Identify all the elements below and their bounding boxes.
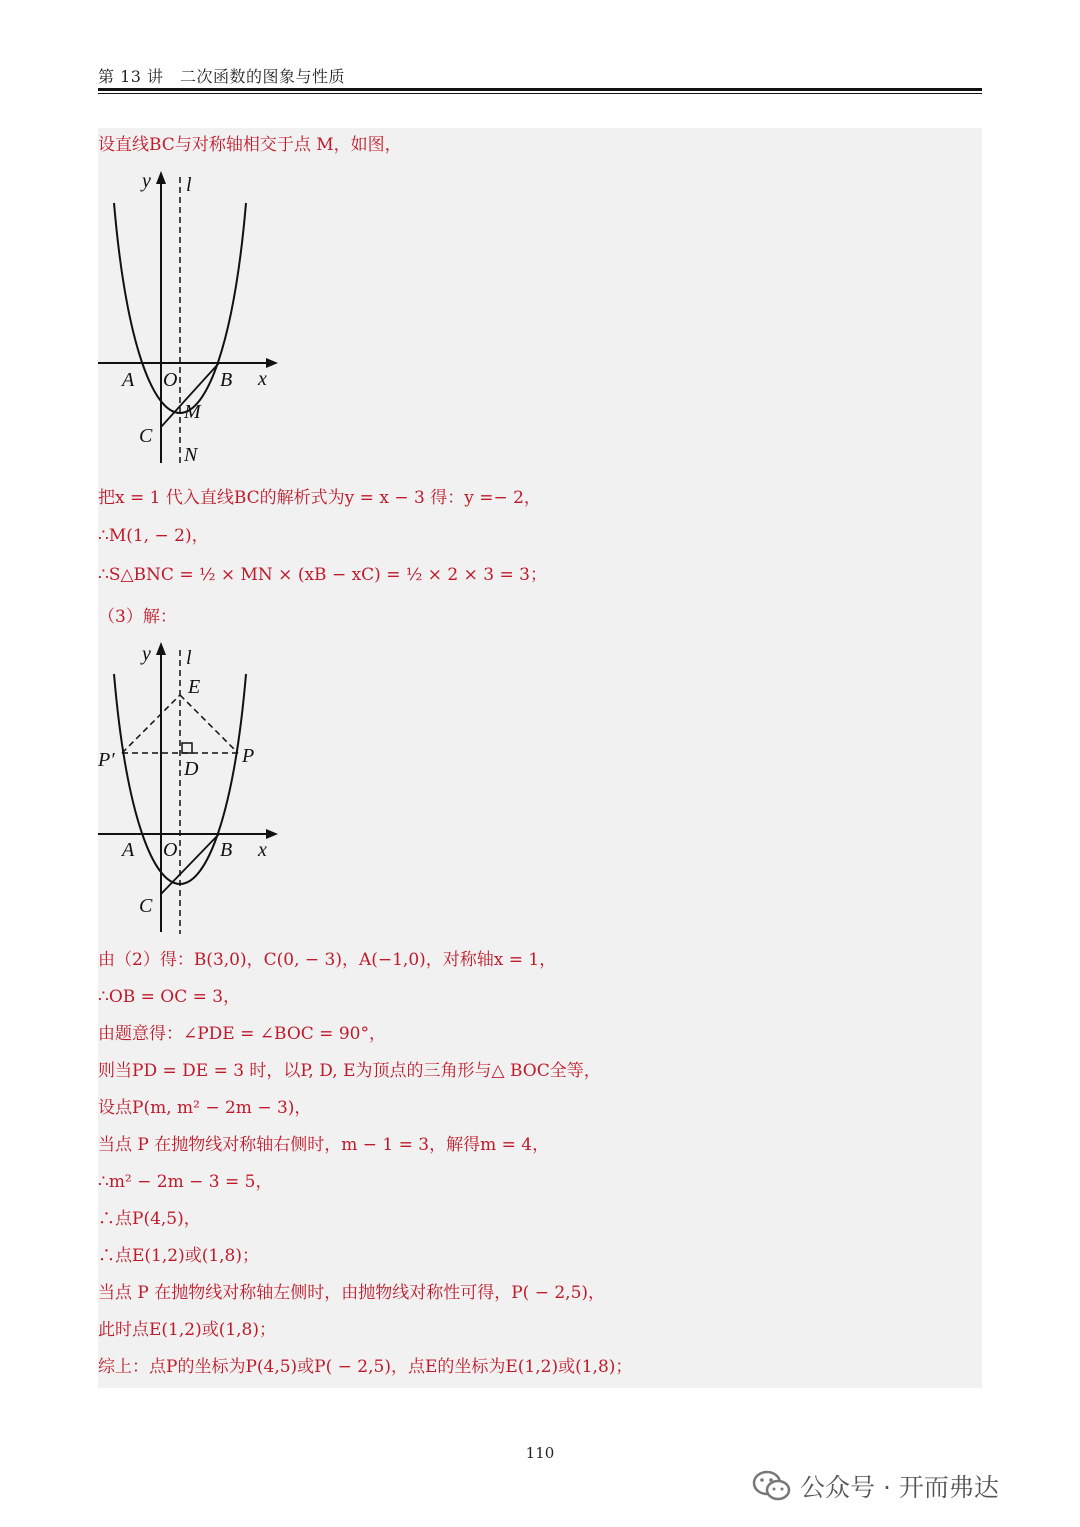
text-line-1: 设直线BC与对称轴相交于点 M，如图， [98,135,402,155]
text-line-13: ∴点P(4,5)， [98,1209,201,1229]
label-O: O [163,839,178,861]
figure-parabola-2 [98,638,288,938]
label-D: D [184,758,199,780]
text-line-12: ∴m² − 2m − 3 = 5， [98,1172,273,1192]
header-rule-thick [98,88,982,91]
text-line-16: 此时点E(1,2)或(1,8)； [98,1320,277,1340]
figure-parabola-1 [98,165,288,470]
watermark [752,1468,999,1504]
label-y: y [142,170,151,192]
text-line-11: 当点 P 在抛物线对称轴右侧时，m − 1 = 3，解得m = 4， [98,1135,550,1155]
label-x: x [258,368,267,390]
label-B: B [220,369,233,391]
text-line-2: 把x = 1 代入直线BC的解析式为y = x − 3 得：y =− 2， [98,488,541,508]
header-rule-thin [98,93,982,94]
label-C: C [139,895,153,917]
label-l: l [186,174,192,196]
text-line-7: ∴OB = OC = 3， [98,987,241,1007]
text-line-10: 设点P(m, m² − 2m − 3)， [98,1098,312,1118]
label-N: N [184,444,198,466]
text-line-8: 由题意得：∠PDE = ∠BOC = 90°， [98,1024,386,1044]
page-header: 第 13 讲 二次函数的图象与性质 [98,67,346,86]
label-l: l [186,647,192,669]
text-line-4: ∴S△BNC = ½ × MN × (xB − xC) = ½ × 2 × 3 = 3； [98,565,547,585]
text-line-5: （3）解： [98,607,177,627]
text-line-17: 综上：点P的坐标为P(4,5)或P( − 2,5)，点E的坐标为E(1,2)或(1,8)； [98,1357,633,1377]
text-line-6: 由（2）得：B(3,0)，C(0, − 3)，A(−1,0)，对称轴x = 1， [98,950,557,970]
label-A: A [122,369,135,391]
label-B: B [220,839,233,861]
text-line-14: ∴点E(1,2)或(1,8)； [98,1246,260,1266]
wechat-icon [752,1470,792,1502]
label-M: M [184,401,201,423]
text-line-9: 则当PD = DE = 3 时，以P, D, E为顶点的三角形与△ BOC全等， [98,1061,601,1081]
label-P: P [242,745,255,767]
watermark-text: 公众号 · 开而弗达 [800,1473,999,1502]
label-E: E [188,676,201,698]
text-line-15: 当点 P 在抛物线对称轴左侧时，由抛物线对称性可得，P( − 2,5)， [98,1283,606,1303]
label-C: C [139,425,153,447]
text-line-3: ∴M(1, − 2)， [98,526,209,546]
label-y: y [142,643,151,665]
label-P-prime: P′ [98,749,115,771]
label-x: x [258,839,267,861]
label-A: A [122,839,135,861]
page-number: 110 [525,1444,555,1462]
label-O: O [163,369,178,391]
